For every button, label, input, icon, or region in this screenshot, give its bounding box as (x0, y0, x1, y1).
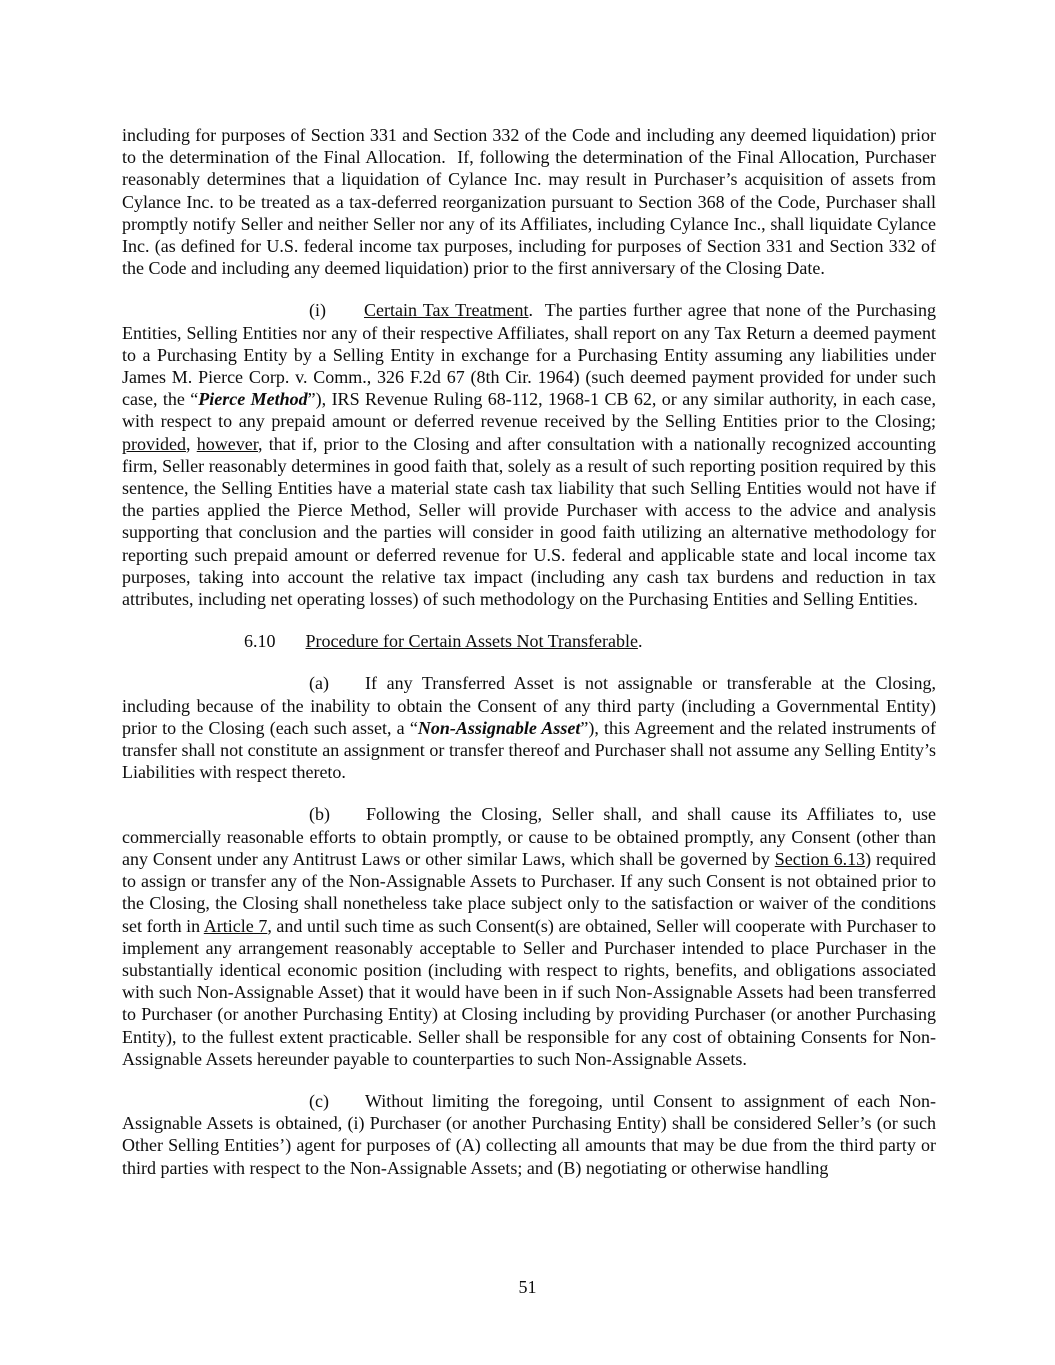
body-text: Following the Closing, Seller shall, and shall cause its Affiliates to, use commercially reasonable efforts to obtain promptly, or cause to be obtained promptly, any Consent (other than any Consent under any Antitrust Laws or other similar Laws, which shall be governed by (122, 804, 936, 869)
body-text: (i) (309, 300, 326, 321)
body-text: , that if, prior to the Closing and after consultation with a nationally recognized accounting firm, Seller reasonably determines in good faith that, solely as a result of such reporting position required by this sentence, the Selling Entities have a material state cash tax liability that such Selling Entities would not have if the parties applied the Pierce Method, Seller will provide Purchaser with access to the advice and analysis supporting that conclusion and the parties will consider in good faith utilizing an alternative methodology for reporting such prepaid amount or deferred revenue for U.S. federal and applicable state and local income tax purposes, taking into account the relative tax impact (including any cash tax burdens and reduction in tax attributes, including net operating losses) of such methodology on the Purchasing Entities and Selling Entities. (122, 433, 936, 610)
body-text: (a) (309, 673, 329, 694)
underlined-text: however (196, 433, 258, 454)
page-number: 51 (518, 1277, 537, 1297)
body-text: . (637, 631, 643, 652)
body-text: , and until such time as such Consent(s) are obtained, Seller will cooperate with Purchaser to implement any arrangement reasonably acceptable to Seller and Purchaser intended to place Purchaser in the substantially identical economic position (including with respect to rights, benefits, and obligations associated with such Non-Assignable Asset) that it would have been in if such Non-Assignable Assets had been transferred to Purchaser (or another Purchasing Entity) at Closing including by providing Purchaser (or another Purchasing Entity), to the fullest extent practicable. Seller shall be responsible for any cost of obtaining Consents for Non-Assignable Assets hereunder payable to counterparties to such Non-Assignable Assets. (122, 915, 937, 1069)
underlined-text: Section 6.13 (774, 848, 866, 869)
body-text: ”), IRS Revenue Ruling 68-112, 1968-1 CB 62, or any similar authority, in each case, with respect to any prepaid amount or deferred revenue received by the Selling Entities prior to the Closing; (122, 389, 936, 432)
defined-term: Pierce Method (198, 389, 308, 410)
body-text: ) required to assign or transfer any of the Non-Assignable Assets to Purchaser. If any such Consent is not obtained prior to the Closing, the Closing shall nonetheless take place subject only to the satisfaction or waiver of the conditions set forth in (122, 848, 936, 936)
underlined-text: Procedure for Certain Assets Not Transferable (305, 631, 638, 652)
body-text: ”), this Agreement and the related instruments of transfer shall not constitute an assignment or transfer thereof and Purchaser shall not assume any Selling Entity’s Liabilities with respect thereto. (122, 717, 936, 783)
clause-i-certain-tax-treatment (122, 299, 936, 610)
clause-b (122, 803, 936, 1069)
section-heading-6-10 (122, 630, 936, 652)
clause-a (122, 672, 936, 783)
underlined-text: Article 7 (203, 915, 268, 936)
body-text: (c) (309, 1090, 329, 1111)
paragraph-continuation (122, 124, 936, 279)
body-text: If any Transferred Asset is not assignable or transferable at the Closing, including because of the inability to obtain the Consent of any third party (including a Governmental Entity) prior to the Closing (each such asset, a “ (122, 673, 936, 738)
body-text: Without limiting the foregoing, until Consent to assignment of each Non-Assignable Assets is obtained, (i) Purchaser (or another Purchasing Entity) shall be considered Seller’s (or such Other Selling Entities’) agent for purposes of (A) collecting all amounts that may be due from the third party or third parties with respect to the Non-Assignable Assets; and (B) negotiating or otherwise handling (122, 1090, 936, 1178)
body-text: , (185, 433, 197, 454)
document-body (122, 124, 936, 1179)
underlined-text: Certain Tax Treatment (364, 300, 529, 321)
body-text: including for purposes of Section 331 and Section 332 of the Code and including any deemed liquidation) prior to the determination of the Final Allocation. If, following the determination of the Final Allocation, Purchaser reasonably determines that a liquidation of Cylance Inc. may result in Purchaser’s acquisition of assets from Cylance Inc. to be treated as a tax-deferred reorganization pursuant to Section 368 of the Code, Purchaser shall promptly notify Seller and neither Seller nor any of its Affiliates, including Cylance Inc., shall liquidate Cylance Inc. (as defined for U.S. federal income tax purposes, including for purposes of Section 331 and Section 332 of the Code and including any deemed liquidation) prior to the first anniversary of the Closing Date. (122, 125, 936, 279)
body-text: (b) (309, 804, 330, 825)
clause-c (122, 1090, 936, 1179)
defined-term: Non-Assignable Asset (417, 717, 581, 738)
body-text: 6.10 (244, 631, 276, 652)
body-text: . The parties further agree that none of the Purchasing Entities, Selling Entities nor any of their respective Affiliates, shall report on any Tax Return a deemed payment to a Purchasing Entity by a Selling Entity in exchange for a Purchasing Entity assuming any liabilities under James M. Pierce Corp. v. Comm., 326 F.2d 67 (8th Cir. 1964) (such deemed payment provided for under such case, the “ (122, 300, 936, 410)
underlined-text: provided (122, 433, 186, 454)
